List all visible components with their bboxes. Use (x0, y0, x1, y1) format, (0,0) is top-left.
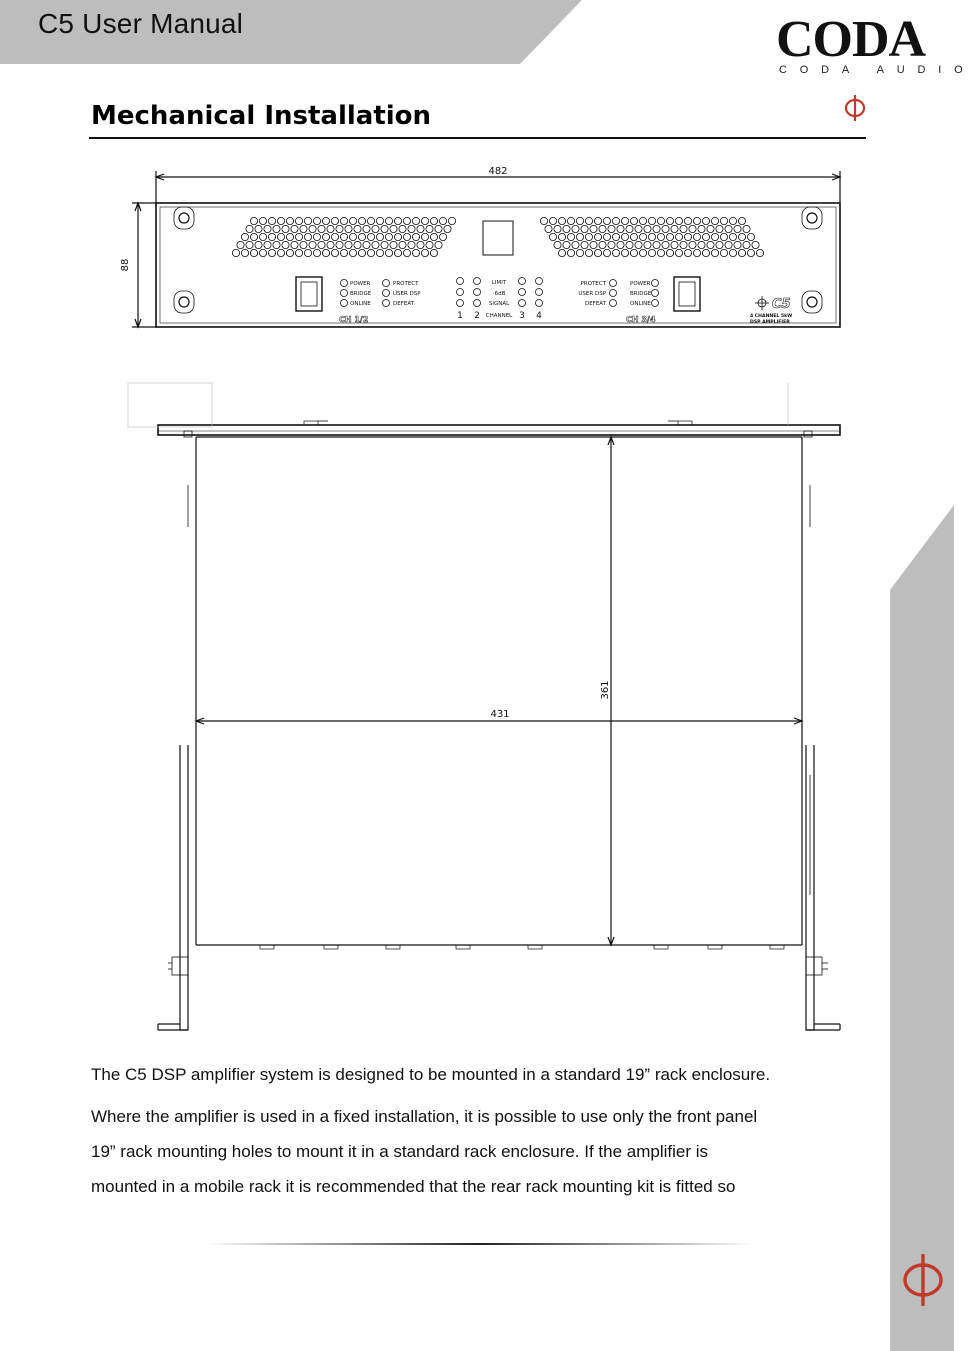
label-protect-right: PROTECT (580, 281, 606, 287)
label-limit: LIMIT (491, 280, 507, 286)
dim-431: 431 (490, 709, 510, 720)
paragraph-1: The C5 DSP amplifier system is designed to be mounted in a standard 19” rack enclosure. (91, 1065, 771, 1084)
model-sub1: 4 CHANNEL 5kW (750, 314, 793, 319)
label-defeat-right: DEFEAT (584, 301, 606, 307)
coda-logo-subtitle: CODA AUDIO (779, 64, 975, 76)
label-defeat-left: DEFEAT (393, 301, 415, 307)
model-badge (750, 296, 792, 325)
label-6db: -6dB (492, 291, 506, 297)
label-online-right: ONLINE (630, 301, 651, 307)
label-online-left: ONLINE (350, 301, 371, 307)
label-ch34: CH 3/4 (626, 315, 656, 324)
label-power-left: POWER (350, 281, 371, 287)
label-userdsp-left: USER DSP (393, 291, 421, 297)
model-sub2: DSP AMPLIFIER (750, 320, 790, 325)
manual-title: C5 User Manual (38, 8, 244, 39)
coda-logo: CODA (776, 11, 926, 68)
label-ch1: 1 (457, 311, 463, 321)
label-bridge-left: BRIDGE (350, 291, 372, 297)
label-userdsp-right: USER DSP (578, 291, 606, 297)
label-bridge-right: BRIDGE (630, 291, 652, 297)
label-channel: CHANNEL (485, 313, 513, 319)
phase-symbol-large-icon (898, 1252, 948, 1308)
label-ch12: CH 1/2 (339, 315, 369, 324)
paragraph-2-line-2: 19” rack mounting holes to mount it in a standard rack enclosure. If the amplifier is (91, 1142, 709, 1161)
footer-divider (205, 1242, 755, 1246)
paragraph-2-line-1: Where the amplifier is used in a fixed installation, it is possible to use only the front panel (91, 1107, 758, 1126)
phase-symbol-icon (842, 94, 868, 122)
label-signal: SIGNAL (488, 301, 510, 307)
section-title: Mechanical Installation (91, 101, 432, 131)
mechanical-drawing (88, 155, 866, 1037)
label-power-right: POWER (630, 281, 651, 287)
model-name: C5 (772, 297, 791, 312)
paragraph-2-line-3: mounted in a mobile rack it is recommended that the rear rack mounting kit is fitted so (91, 1177, 736, 1196)
side-band (890, 505, 954, 1351)
label-ch4: 4 (536, 311, 542, 321)
title-divider (89, 137, 866, 139)
dim-88: 88 (120, 258, 131, 272)
label-ch2: 2 (474, 311, 480, 321)
dim-361: 361 (600, 680, 611, 700)
label-protect-left: PROTECT (393, 281, 419, 287)
label-ch3: 3 (519, 311, 525, 321)
dim-482: 482 (488, 166, 508, 177)
